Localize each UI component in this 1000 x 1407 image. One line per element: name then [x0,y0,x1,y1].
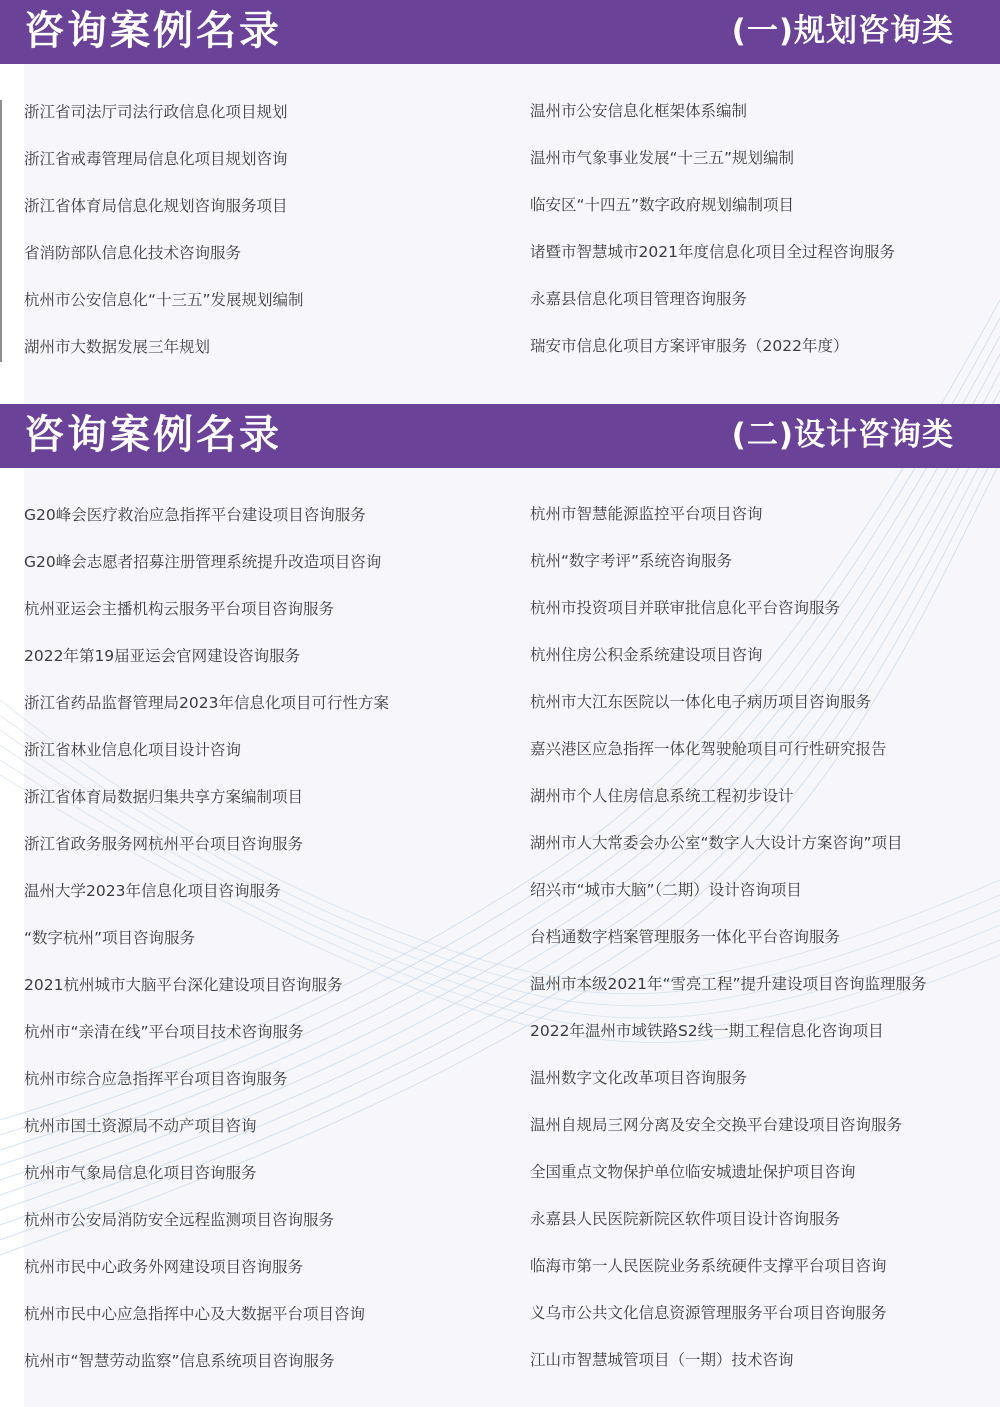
list-item: 台档通数字档案管理服务一体化平台咨询服务 [530,928,841,946]
list-item: 杭州市国土资源局不动产项目咨询 [24,1117,257,1135]
list-item: G20峰会志愿者招募注册管理系统提升改造项目咨询 [24,553,382,571]
list-item: 浙江省体育局数据归集共享方案编制项目 [24,788,304,806]
list-item: 浙江省司法厅司法行政信息化项目规划 [24,103,288,121]
list-item: 义乌市公共文化信息资源管理服务平台项目咨询服务 [530,1304,887,1322]
list-item: 温州市气象事业发展“十三五”规划编制 [530,149,795,167]
list-item: “数字杭州”项目咨询服务 [24,929,196,947]
list-item: 温州市本级2021年“雪亮工程”提升建设项目咨询监理服务 [530,975,927,993]
list-item: 浙江省戒毒管理局信息化项目规划咨询 [24,150,288,168]
list-item: 温州市公安信息化框架体系编制 [530,102,748,120]
list-item: 全国重点文物保护单位临安城遗址保护项目咨询 [530,1163,856,1181]
list-item: 浙江省药品监督管理局2023年信息化项目可行性方案 [24,694,389,712]
list-item: 温州数字文化改革项目咨询服务 [530,1069,748,1087]
section-header-planning [0,0,1000,64]
list-item: 杭州市“智慧劳动监察”信息系统项目咨询服务 [24,1352,335,1370]
list-item: 杭州市民中心政务外网建设项目咨询服务 [24,1258,304,1276]
section-title: 咨询案例名录 [24,412,282,458]
list-item: 杭州市气象局信息化项目咨询服务 [24,1164,257,1182]
list-item: 2021杭州城市大脑平台深化建设项目咨询服务 [24,976,343,994]
list-item: 湖州市人大常委会办公室“数字人大设计方案咨询”项目 [530,834,903,852]
list-item: 杭州市投资项目并联审批信息化平台咨询服务 [530,599,841,617]
list-item: 杭州亚运会主播机构云服务平台项目咨询服务 [24,600,335,618]
section-planning-list [0,100,1000,370]
list-item: 永嘉县人民医院新院区软件项目设计咨询服务 [530,1210,841,1228]
list-item: 临安区“十四五”数字政府规划编制项目 [530,196,795,214]
list-item: 省消防部队信息化技术咨询服务 [24,244,242,262]
list-item: 临海市第一人民医院业务系统硬件支撑平台项目咨询 [530,1257,887,1275]
section-category: (一)规划咨询类 [731,13,954,49]
list-item: 嘉兴港区应急指挥一体化驾驶舱项目可行性研究报告 [530,740,887,758]
list-item: 瑞安市信息化项目方案评审服务（2022年度） [530,337,849,355]
list-item: 杭州市“亲清在线”平台项目技术咨询服务 [24,1023,304,1041]
section-category: (二)设计咨询类 [731,417,954,453]
section-title: 咨询案例名录 [24,8,282,54]
list-item: 杭州市公安信息化“十三五”发展规划编制 [24,291,304,309]
list-item: 杭州市大江东医院以一体化电子病历项目咨询服务 [530,693,872,711]
list-item: 永嘉县信息化项目管理咨询服务 [530,290,748,308]
list-item: 绍兴市“城市大脑”（二期）设计咨询项目 [530,881,802,899]
list-item: 杭州市民中心应急指挥中心及大数据平台项目咨询 [24,1305,366,1323]
list-item: 温州自规局三网分离及安全交换平台建设项目咨询服务 [530,1116,903,1134]
list-item: 浙江省林业信息化项目设计咨询 [24,741,242,759]
list-item: 2022年温州市域铁路S2线一期工程信息化咨询项目 [530,1022,884,1040]
list-item: 杭州市智慧能源监控平台项目咨询 [530,505,763,523]
list-item: 江山市智慧城管项目（一期）技术咨询 [530,1351,794,1369]
list-item: 温州大学2023年信息化项目咨询服务 [24,882,281,900]
list-item: 杭州住房公积金系统建设项目咨询 [530,646,763,664]
list-item: 杭州“数字考评”系统咨询服务 [530,552,733,570]
list-item: 浙江省体育局信息化规划咨询服务项目 [24,197,288,215]
list-item: 浙江省政务服务网杭州平台项目咨询服务 [24,835,304,853]
list-item: 诸暨市智慧城市2021年度信息化项目全过程咨询服务 [530,243,895,261]
list-item: 杭州市综合应急指挥平台项目咨询服务 [24,1070,288,1088]
list-item: 杭州市公安局消防安全远程监测项目咨询服务 [24,1211,335,1229]
list-item: 2022年第19届亚运会官网建设咨询服务 [24,647,301,665]
section-header-design [0,404,1000,468]
list-item: 湖州市个人住房信息系统工程初步设计 [530,787,794,805]
list-item: 湖州市大数据发展三年规划 [24,338,211,356]
accent-bar [0,100,2,362]
section-design-list [0,503,1000,1383]
list-item: G20峰会医疗救治应急指挥平台建设项目咨询服务 [24,506,366,524]
